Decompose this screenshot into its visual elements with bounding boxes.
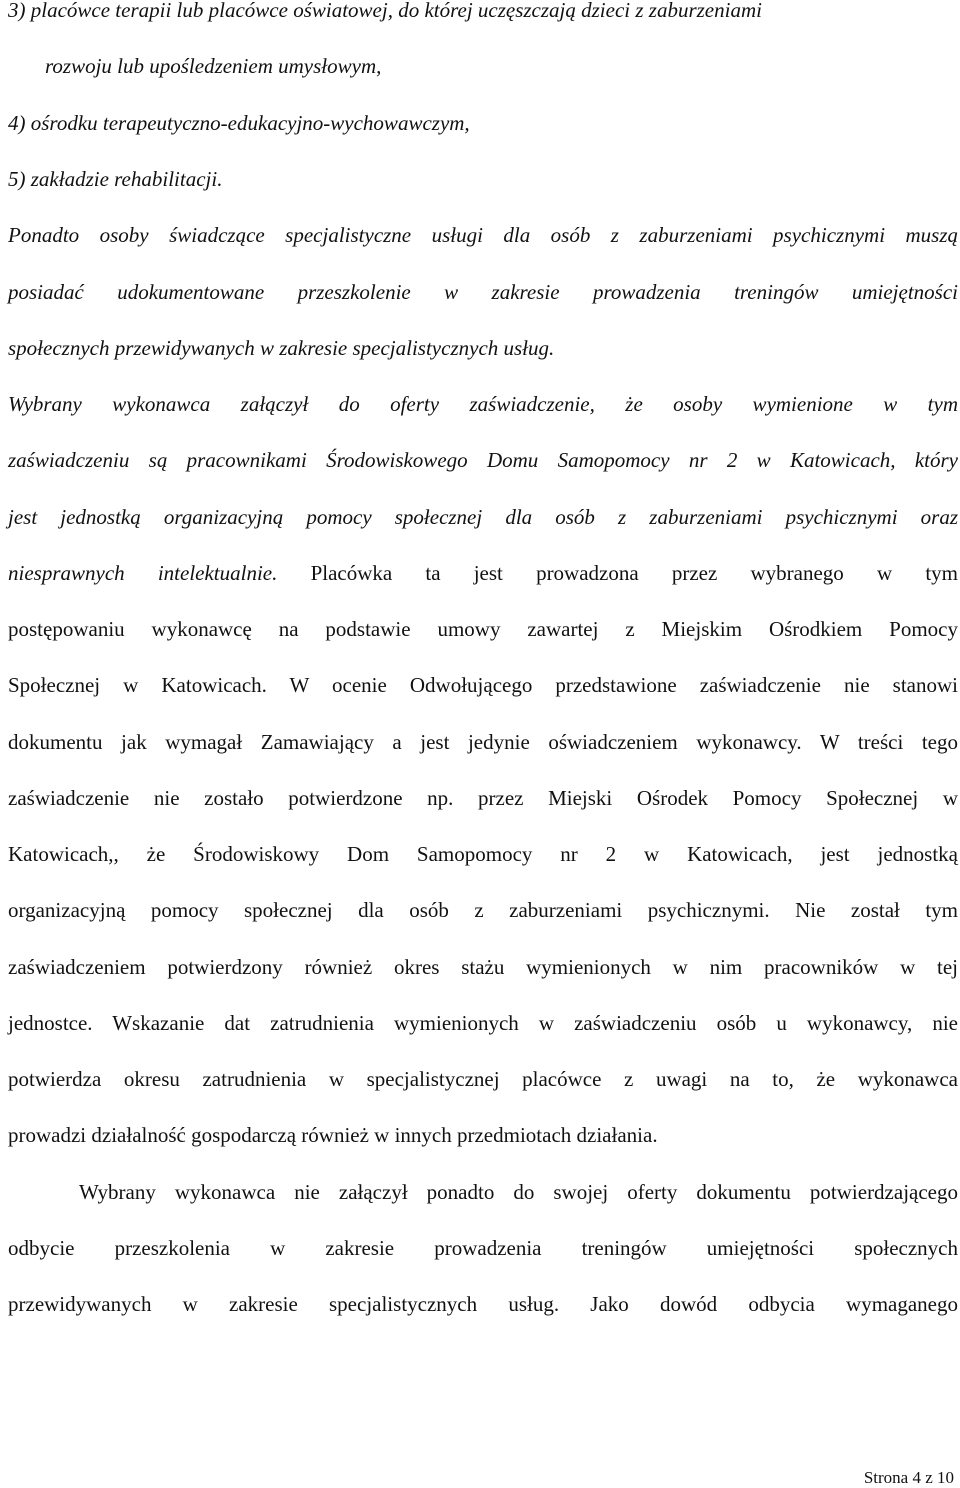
paragraph-1-line: posiadać udokumentowane przeszkolenie w zakresie prowadzenia treningów umiejętności xyxy=(8,280,958,304)
list-number: 3) xyxy=(8,0,26,22)
list-number: 4) xyxy=(8,111,26,135)
paragraph-2-line: jednostce. Wskazanie dat zatrudnienia wymienionych w zaświadczeniu osób u wykonawcy, nie xyxy=(8,1011,958,1035)
list-text: zakładzie rehabilitacji. xyxy=(30,167,223,191)
regular-segment: Placówka ta jest prowadzona przez wybranego w tym xyxy=(310,561,958,585)
paragraph-3-line: odbycie przeszkolenia w zakresie prowadzenia treningów umiejętności społecznych xyxy=(8,1236,958,1260)
list-text: placówce terapii lub placówce oświatowej, do której uczęszczają dzieci z zaburzeniami xyxy=(30,0,762,22)
paragraph-3-line: przewidywanych w zakresie specjalistycznych usług. Jako dowód odbycia wymaganego xyxy=(8,1292,958,1316)
paragraph-2-line: potwierdza okresu zatrudnienia w specjalistycznej placówce z uwagi na to, że wykonawca xyxy=(8,1067,958,1091)
paragraph-2-mixed-line xyxy=(8,560,958,586)
page-number: Strona 4 z 10 xyxy=(863,1468,954,1487)
paragraph-2-line: zaświadczeniem potwierdzony również okres stażu wymienionych w nim pracowników w tej xyxy=(8,955,958,979)
paragraph-2-line: Katowicach,, że Środowiskowy Dom Samopomocy nr 2 w Katowicach, jest jednostką xyxy=(8,842,958,866)
paragraph-2-line: Społecznej w Katowicach. W ocenie Odwołującego przedstawione zaświadczenie nie stanowi xyxy=(8,673,958,697)
paragraph-2-line: dokumentu jak wymagał Zamawiający a jest jedynie oświadczeniem wykonawcy. W treści tego xyxy=(8,730,958,754)
italic-segment: niesprawnych intelektualnie. xyxy=(8,561,278,585)
paragraph-2-line: zaświadczenie nie zostało potwierdzone np. przez Miejski Ośrodek Pomocy Społecznej w xyxy=(8,786,958,810)
paragraph-2-line: zaświadczeniu są pracownikami Środowiskowego Domu Samopomocy nr 2 w Katowicach, który xyxy=(8,448,958,472)
paragraph-2-line: organizacyjną pomocy społecznej dla osób z zaburzeniami psychicznymi. Nie został tym xyxy=(8,898,958,922)
paragraph-2-line: Wybrany wykonawca załączył do oferty zaświadczenie, że osoby wymienione w tym xyxy=(8,392,958,416)
paragraph-2-line: jest jednostką organizacyjną pomocy społecznej dla osób z zaburzeniami psychicznymi oraz xyxy=(8,505,958,529)
list-number: 5) xyxy=(8,167,26,191)
paragraph-1-line: społecznych przewidywanych w zakresie specjalistycznych usług. xyxy=(8,336,555,360)
list-item-3 xyxy=(8,0,958,23)
list-item-3-continuation: rozwoju lub upośledzeniem umysłowym, xyxy=(45,54,382,78)
paragraph-2-last-line: prowadzi działalność gospodarczą również w innych przedmiotach działania. xyxy=(8,1123,658,1147)
list-item-5 xyxy=(8,166,222,192)
paragraph-3-first-line: Wybrany wykonawca nie załączył ponadto do swojej oferty dokumentu potwierdzającego xyxy=(79,1180,958,1204)
paragraph-2-line: postępowaniu wykonawcę na podstawie umowy zawartej z Miejskim Ośrodkiem Pomocy xyxy=(8,617,958,641)
list-item-4 xyxy=(8,110,470,136)
paragraph-1-line: Ponadto osoby świadczące specjalistyczne usługi dla osób z zaburzeniami psychicznymi muszą xyxy=(8,223,958,247)
list-text: ośrodku terapeutyczno-edukacyjno-wychowawczym, xyxy=(30,111,470,135)
